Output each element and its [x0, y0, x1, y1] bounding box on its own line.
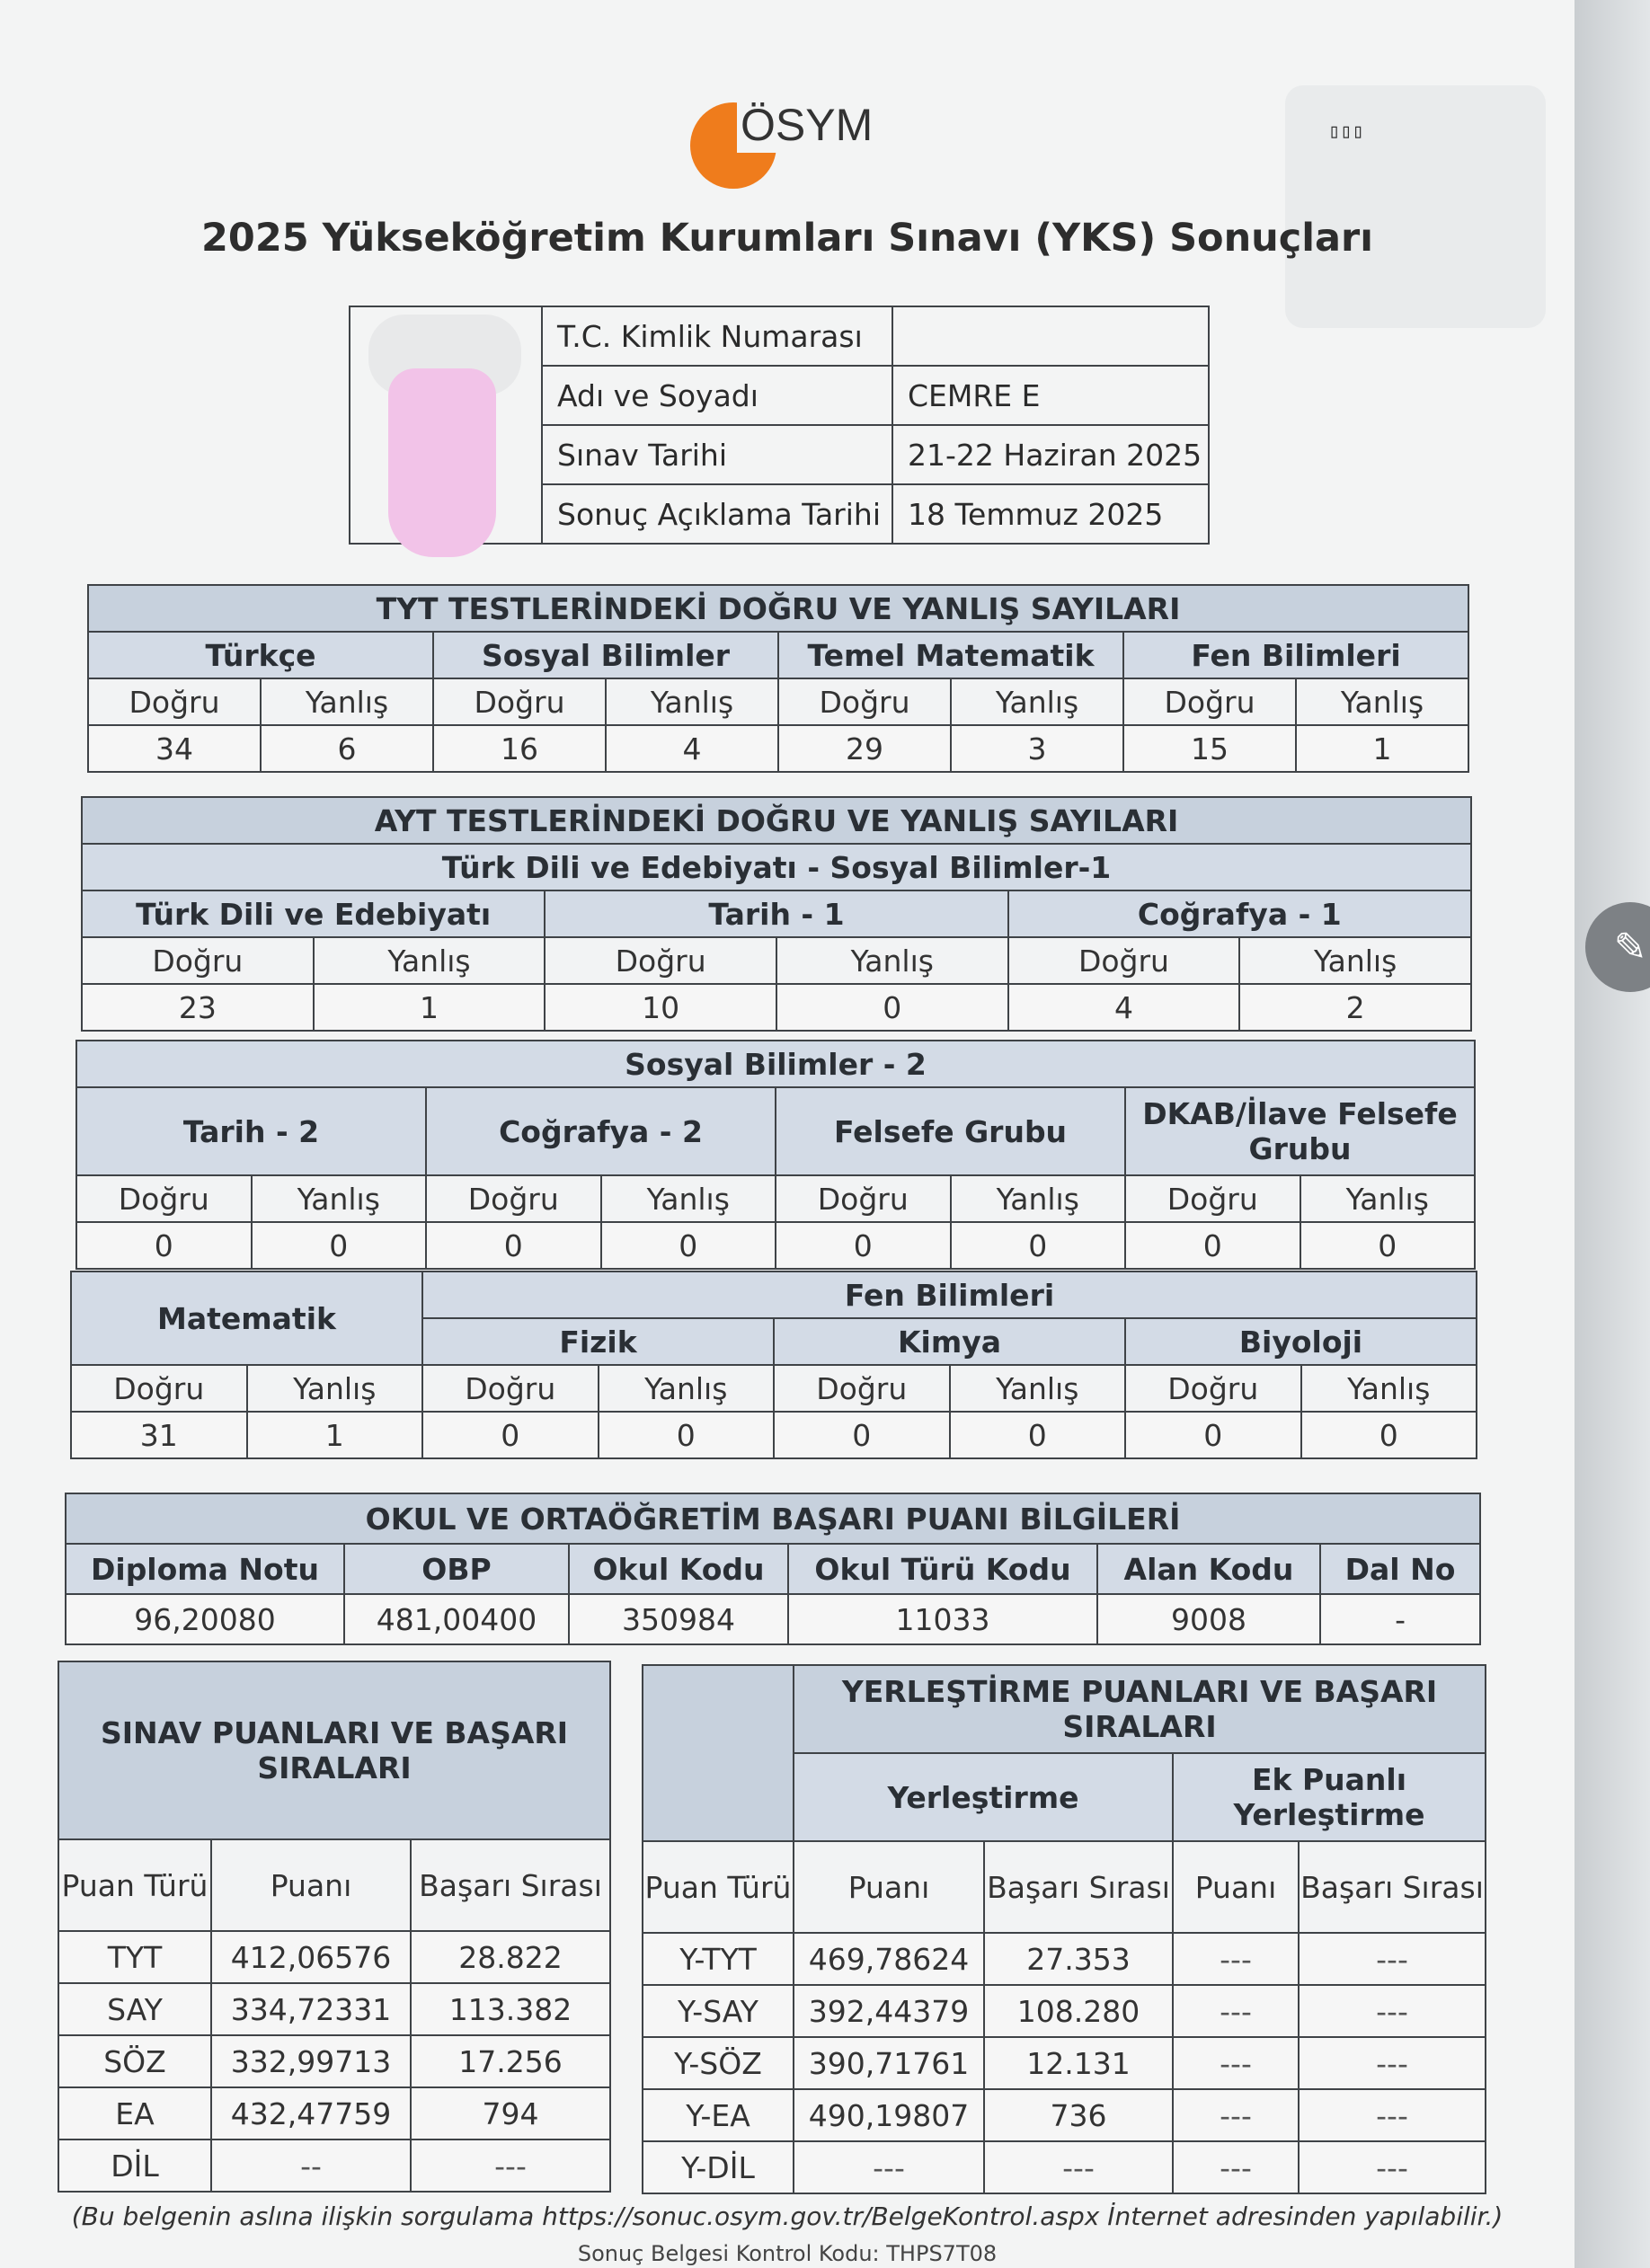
yanlis-label: Yanlış — [314, 937, 546, 984]
dogru-label: Doğru — [426, 1175, 601, 1222]
school-value: 11033 — [788, 1594, 1097, 1644]
table-row — [643, 1985, 1486, 2037]
ayt-subject: Coğrafya - 1 — [1008, 890, 1471, 937]
tyt-subject: Türkçe — [88, 632, 433, 678]
exam-scores-title: SINAV PUANLARI VE BAŞARI SIRALARI — [58, 1661, 610, 1839]
score-type: Y-DİL — [643, 2141, 794, 2193]
ayt-table-group2 — [75, 1040, 1476, 1270]
ayt-subject: DKAB/İlave Felsefe Grubu — [1125, 1087, 1475, 1175]
school-header: Dal No — [1320, 1544, 1480, 1594]
school-header: Okul Kodu — [569, 1544, 788, 1594]
ayt-table-group3 — [70, 1271, 1477, 1459]
tyt-title: TYT TESTLERİNDEKİ DOĞRU VE YANLIŞ SAYILARI — [88, 585, 1468, 632]
qr-code-redacted — [1285, 85, 1546, 328]
qr-code-icon: ▯▯▯ — [1328, 120, 1364, 143]
ayt-subject: Biyoloji — [1125, 1318, 1477, 1365]
pencil-icon: ✎ — [1613, 924, 1647, 970]
placement-corner — [643, 1665, 794, 1841]
control-code: Sonuç Belgesi Kontrol Kodu: THPS7T08 — [577, 2241, 998, 2266]
count-cell: 0 — [776, 984, 1008, 1031]
dogru-label: Doğru — [776, 1175, 951, 1222]
extra-score-value: --- — [1173, 2141, 1299, 2193]
score-header: Puanı — [794, 1841, 984, 1933]
ayt-title: AYT TESTLERİNDEKİ DOĞRU VE YANLIŞ SAYILARI — [82, 797, 1471, 844]
score-header: Başarı Sırası — [984, 1841, 1173, 1933]
identity-value: CEMRE E — [892, 366, 1209, 425]
count-cell: 0 — [1301, 1412, 1477, 1458]
count-cell: 1 — [1296, 725, 1468, 772]
table-row — [643, 2141, 1486, 2193]
count-cell: 0 — [951, 1222, 1126, 1269]
count-cell: 16 — [433, 725, 606, 772]
score-value: 392,44379 — [794, 1985, 984, 2037]
yanlis-label: Yanlış — [951, 1175, 1126, 1222]
table-row — [58, 2087, 610, 2140]
score-type: EA — [58, 2087, 211, 2140]
placement-scores-table — [642, 1664, 1486, 2194]
yanlis-label: Yanlış — [252, 1175, 427, 1222]
count-cell: 4 — [606, 725, 778, 772]
dogru-label: Doğru — [1123, 678, 1296, 725]
score-value: 334,72331 — [211, 1983, 411, 2035]
tyt-subject: Fen Bilimleri — [1123, 632, 1468, 678]
yanlis-label: Yanlış — [601, 1175, 776, 1222]
rank-value: 28.822 — [411, 1931, 610, 1983]
extra-rank-value: --- — [1299, 2037, 1486, 2089]
extra-rank-value: --- — [1299, 1933, 1486, 1985]
ayt-group1-title: Türk Dili ve Edebiyatı - Sosyal Bilimler-1 — [82, 844, 1471, 890]
dogru-label: Doğru — [433, 678, 606, 725]
dogru-label: Doğru — [545, 937, 776, 984]
ayt-subject: Türk Dili ve Edebiyatı — [82, 890, 545, 937]
count-cell: 0 — [426, 1222, 601, 1269]
tyt-table — [87, 584, 1469, 773]
rank-value: 27.353 — [984, 1933, 1173, 1985]
identity-value — [892, 306, 1209, 366]
count-cell: 0 — [1125, 1222, 1300, 1269]
photo-redacted — [388, 368, 496, 557]
yanlis-label: Yanlış — [1301, 1365, 1477, 1412]
dogru-label: Doğru — [76, 1175, 252, 1222]
yanlis-label: Yanlış — [1239, 937, 1471, 984]
score-type: DİL — [58, 2140, 211, 2192]
ayt-fen-title: Fen Bilimleri — [422, 1271, 1477, 1318]
screen-edge — [1575, 0, 1650, 2268]
extra-rank-value: --- — [1299, 1985, 1486, 2037]
count-cell: 0 — [76, 1222, 252, 1269]
count-cell: 34 — [88, 725, 261, 772]
yanlis-label: Yanlış — [1296, 678, 1468, 725]
score-type: SAY — [58, 1983, 211, 2035]
count-cell: 2 — [1239, 984, 1471, 1031]
rank-value: 736 — [984, 2089, 1173, 2141]
table-row — [643, 2089, 1486, 2141]
table-row — [58, 2035, 610, 2087]
score-type: Y-EA — [643, 2089, 794, 2141]
score-type: TYT — [58, 1931, 211, 1983]
yanlis-label: Yanlış — [1300, 1175, 1476, 1222]
dogru-label: Doğru — [71, 1365, 247, 1412]
count-cell: 0 — [776, 1222, 951, 1269]
identity-label: T.C. Kimlik Numarası — [542, 306, 892, 366]
count-cell: 0 — [950, 1412, 1126, 1458]
count-cell: 15 — [1123, 725, 1296, 772]
school-value: 96,20080 — [66, 1594, 344, 1644]
table-row — [58, 2140, 610, 2192]
score-value: 469,78624 — [794, 1933, 984, 1985]
identity-value: 18 Temmuz 2025 — [892, 484, 1209, 544]
placement-title: YERLEŞTİRME PUANLARI VE BAŞARI SIRALARI — [794, 1665, 1486, 1753]
count-cell: 0 — [422, 1412, 599, 1458]
dogru-label: Doğru — [1125, 1175, 1300, 1222]
count-cell: 0 — [1125, 1412, 1301, 1458]
yanlis-label: Yanlış — [951, 678, 1123, 725]
exam-scores-table — [58, 1661, 611, 2193]
school-value: 9008 — [1097, 1594, 1320, 1644]
count-cell: 0 — [774, 1412, 950, 1458]
identity-label: Sınav Tarihi — [542, 425, 892, 484]
table-row — [58, 1931, 610, 1983]
count-cell: 1 — [247, 1412, 423, 1458]
extra-score-value: --- — [1173, 1985, 1299, 2037]
school-value: - — [1320, 1594, 1480, 1644]
table-row — [58, 1983, 610, 2035]
school-table — [65, 1493, 1481, 1645]
yanlis-label: Yanlış — [776, 937, 1008, 984]
score-value: --- — [794, 2141, 984, 2193]
ayt-subject: Fizik — [422, 1318, 774, 1365]
count-cell: 0 — [601, 1222, 776, 1269]
school-value: 481,00400 — [344, 1594, 569, 1644]
ayt-subject: Tarih - 1 — [545, 890, 1007, 937]
score-header: Puan Türü — [643, 1841, 794, 1933]
table-row — [643, 2037, 1486, 2089]
score-header: Başarı Sırası — [1299, 1841, 1486, 1933]
rank-value: 794 — [411, 2087, 610, 2140]
rank-value: 108.280 — [984, 1985, 1173, 2037]
dogru-label: Doğru — [778, 678, 951, 725]
score-header: Puanı — [211, 1839, 411, 1931]
rank-value: 113.382 — [411, 1983, 610, 2035]
extra-placement-group: Ek Puanlı Yerleştirme — [1173, 1753, 1486, 1841]
dogru-label: Doğru — [82, 937, 314, 984]
rank-value: --- — [984, 2141, 1173, 2193]
ayt-group2-title: Sosyal Bilimler - 2 — [76, 1041, 1475, 1087]
ayt-subject: Felsefe Grubu — [776, 1087, 1125, 1175]
count-cell: 0 — [252, 1222, 427, 1269]
extra-rank-value: --- — [1299, 2141, 1486, 2193]
extra-score-value: --- — [1173, 2089, 1299, 2141]
identity-label: Sonuç Açıklama Tarihi — [542, 484, 892, 544]
rank-value: 17.256 — [411, 2035, 610, 2087]
count-cell: 31 — [71, 1412, 247, 1458]
yanlis-label: Yanlış — [247, 1365, 423, 1412]
tyt-subject: Temel Matematik — [778, 632, 1123, 678]
score-value: 390,71761 — [794, 2037, 984, 2089]
count-cell: 29 — [778, 725, 951, 772]
tyt-subject: Sosyal Bilimler — [433, 632, 778, 678]
rank-value: 12.131 — [984, 2037, 1173, 2089]
school-header: OBP — [344, 1544, 569, 1594]
score-value: 490,19807 — [794, 2089, 984, 2141]
dogru-label: Doğru — [422, 1365, 599, 1412]
extra-rank-value: --- — [1299, 2089, 1486, 2141]
osym-logo — [690, 97, 879, 187]
score-header: Puanı — [1173, 1841, 1299, 1933]
school-header: Okul Türü Kodu — [788, 1544, 1097, 1594]
school-title: OKUL VE ORTAÖĞRETİM BAŞARI PUANI BİLGİLERİ — [66, 1493, 1480, 1544]
score-header: Başarı Sırası — [411, 1839, 610, 1931]
ayt-table-group1 — [81, 796, 1472, 1032]
count-cell: 23 — [82, 984, 314, 1031]
school-header: Diploma Notu — [66, 1544, 344, 1594]
dogru-label: Doğru — [774, 1365, 950, 1412]
score-type: Y-SAY — [643, 1985, 794, 2037]
dogru-label: Doğru — [1125, 1365, 1301, 1412]
score-value: 412,06576 — [211, 1931, 411, 1983]
score-type: Y-TYT — [643, 1933, 794, 1985]
score-value: -- — [211, 2140, 411, 2192]
rank-value: --- — [411, 2140, 610, 2192]
score-header: Puan Türü — [58, 1839, 211, 1931]
score-value: 332,99713 — [211, 2035, 411, 2087]
identity-label: Adı ve Soyadı — [542, 366, 892, 425]
yanlis-label: Yanlış — [261, 678, 433, 725]
count-cell: 6 — [261, 725, 433, 772]
score-type: SÖZ — [58, 2035, 211, 2087]
count-cell: 10 — [545, 984, 776, 1031]
count-cell: 1 — [314, 984, 546, 1031]
count-cell: 3 — [951, 725, 1123, 772]
yanlis-label: Yanlış — [606, 678, 778, 725]
count-cell: 0 — [1300, 1222, 1476, 1269]
yanlis-label: Yanlış — [599, 1365, 775, 1412]
school-header: Alan Kodu — [1097, 1544, 1320, 1594]
extra-score-value: --- — [1173, 1933, 1299, 1985]
count-cell: 0 — [599, 1412, 775, 1458]
score-value: 432,47759 — [211, 2087, 411, 2140]
ayt-subject: Coğrafya - 2 — [426, 1087, 776, 1175]
page-title: 2025 Yükseköğretim Kurumları Sınavı (YKS) Sonuçları — [200, 216, 1373, 261]
osym-logo-text: ÖSYM — [737, 97, 876, 153]
placement-group: Yerleştirme — [794, 1753, 1173, 1841]
ayt-subject: Kimya — [774, 1318, 1125, 1365]
identity-value: 21-22 Haziran 2025 — [892, 425, 1209, 484]
dogru-label: Doğru — [88, 678, 261, 725]
school-value: 350984 — [569, 1594, 788, 1644]
score-type: Y-SÖZ — [643, 2037, 794, 2089]
verification-note: (Bu belgenin aslına ilişkin sorgulama https://sonuc.osym.gov.tr/BelgeKontrol.aspx İnternet adresinden yapılabilir.) — [71, 2202, 1504, 2231]
ayt-subject: Tarih - 2 — [76, 1087, 426, 1175]
table-row — [643, 1933, 1486, 1985]
dogru-label: Doğru — [1008, 937, 1240, 984]
count-cell: 4 — [1008, 984, 1240, 1031]
extra-score-value: --- — [1173, 2037, 1299, 2089]
yanlis-label: Yanlış — [950, 1365, 1126, 1412]
ayt-subject-matematik: Matematik — [71, 1271, 422, 1365]
